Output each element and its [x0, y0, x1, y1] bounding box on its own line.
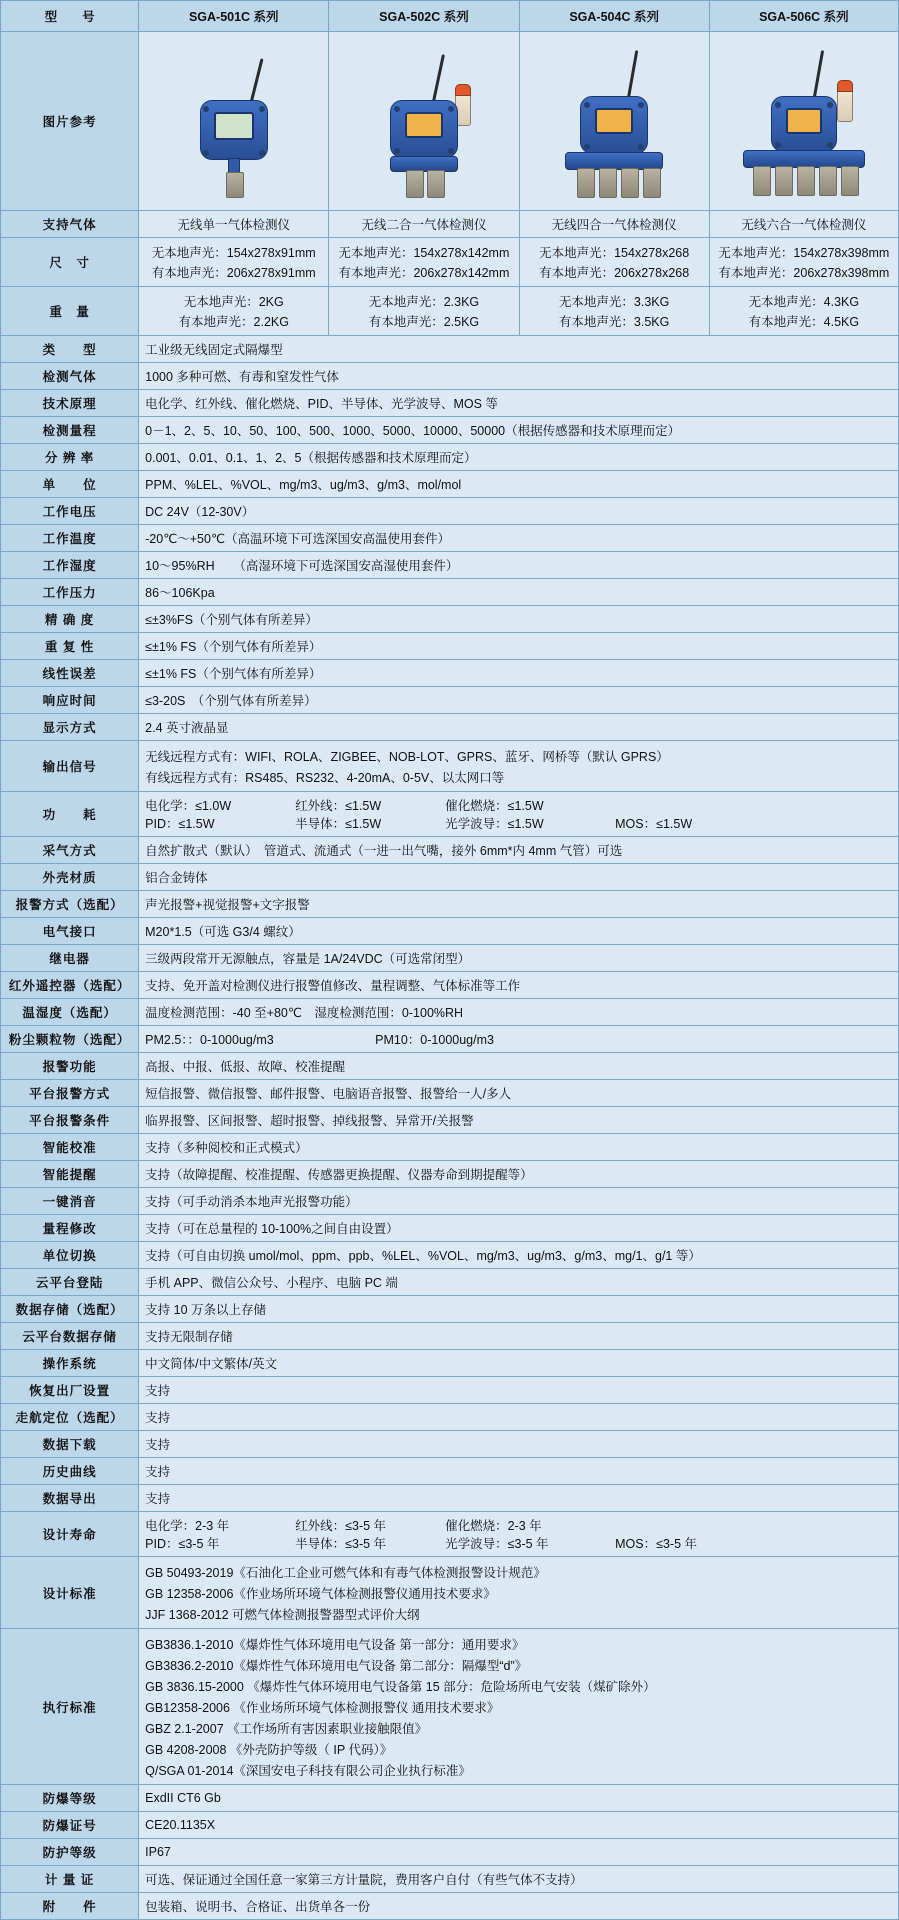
spec-label-smart-reminder: 智能提醒 [1, 1161, 139, 1188]
table-row-os [1, 1350, 899, 1377]
spec-label-smart-calibration: 智能校准 [1, 1134, 139, 1161]
table-row-repeatability [1, 633, 899, 660]
spec-value-history-curve: 支持 [139, 1458, 899, 1485]
table-row-sampling [1, 837, 899, 864]
lifespan-infrared: 红外线：≤3-5 年 [295, 1519, 387, 1533]
model-label: 型 号 [1, 1, 139, 32]
spec-value-unit-switch: 支持（可自由切换 umol/mol、ppm、ppb、%LEL、%VOL、mg/m3、ug/m3、g/m3、mg/1、g/1 等） [139, 1242, 899, 1269]
table-row-detect-gas [1, 363, 899, 390]
spec-label-ex-rating: 防爆等级 [1, 1785, 139, 1812]
spec-label-detect-gas: 检测气体 [1, 363, 139, 390]
table-row-range-modify [1, 1215, 899, 1242]
spec-label-resolution: 分 辨 率 [1, 444, 139, 471]
spec-label-voltage: 工作电压 [1, 498, 139, 525]
weight-504c-line2: 有本地声光：3.5KG [558, 315, 670, 329]
spec-label-display: 显示方式 [1, 714, 139, 741]
exec-standard-value [139, 1629, 899, 1785]
spec-label-cloud-storage: 云平台数据存储 [1, 1323, 139, 1350]
table-row-housing [1, 864, 899, 891]
spec-value-cloud-storage: 支持无限制存储 [139, 1323, 899, 1350]
lifespan-optical: 光学波导：≤3-5 年 [445, 1537, 549, 1551]
model-506c: SGA-506C 系列 [709, 1, 898, 32]
size-501c [139, 238, 329, 287]
weight-502c-line1: 无本地声光：2.3KG [368, 295, 480, 309]
table-row-platform-alarm-mode [1, 1080, 899, 1107]
lifespan-electrochemical: 电化学：2-3 年 [145, 1519, 230, 1533]
power-pid: PID：≤1.5W [145, 817, 215, 831]
spec-value-smart-calibration: 支持（多种阅校和正式模式） [139, 1134, 899, 1161]
support-gas-506c: 无线六合一气体检测仪 [709, 211, 898, 238]
spec-value-ip-rating: IP67 [139, 1839, 899, 1866]
weight-502c-line2: 有本地声光：2.5KG [368, 315, 480, 329]
table-row-lifespan [1, 1512, 899, 1557]
spec-label-unit: 单 位 [1, 471, 139, 498]
size-502c-line2: 有本地声光：206x278x142mm [338, 266, 510, 280]
spec-value-detect-gas: 1000 多种可燃、有毒和窒发性气体 [139, 363, 899, 390]
product-image-502c [329, 32, 519, 211]
spec-value-sampling: 自然扩散式（默认） 管道式、流通式（一进一出气嘴，接外 6mm*内 4mm 气管）可选 [139, 837, 899, 864]
spec-label-accuracy: 精 确 度 [1, 606, 139, 633]
spec-label-linearity: 线性误差 [1, 660, 139, 687]
table-row-alarm-func [1, 1053, 899, 1080]
lifespan-mos: MOS：≤3-5 年 [615, 1537, 698, 1551]
model-501c: SGA-501C 系列 [139, 1, 329, 32]
table-row-relay [1, 945, 899, 972]
spec-label-platform-alarm-cond: 平台报警条件 [1, 1107, 139, 1134]
table-row-ir-remote [1, 972, 899, 999]
model-502c: SGA-502C 系列 [329, 1, 519, 32]
spec-value-os: 中文简体/中文繁体/英文 [139, 1350, 899, 1377]
spec-value-range-modify: 支持（可在总量程的 10-100%之间自由设置） [139, 1215, 899, 1242]
spec-label-ir-remote: 红外遥控器（选配） [1, 972, 139, 999]
design-standard-line-1: GB 50493-2019《石油化工企业可燃气体和有毒气体检测报警设计规范》 [145, 1565, 546, 1580]
spec-label-os: 操作系统 [1, 1350, 139, 1377]
spec-label-electrical-port: 电气接口 [1, 918, 139, 945]
table-row-humidity [1, 552, 899, 579]
spec-label-type: 类 型 [1, 336, 139, 363]
table-row-alarm-mode [1, 891, 899, 918]
dust-value [139, 1026, 899, 1053]
power-row-1 [145, 796, 892, 814]
weight-506c [709, 287, 898, 336]
spec-value-temperature: -20℃～+50℃（高温环境下可选深国安高温使用套件） [139, 525, 899, 552]
spec-label-ip-rating: 防护等级 [1, 1839, 139, 1866]
table-row-principle [1, 390, 899, 417]
table-row-smart-reminder [1, 1161, 899, 1188]
spec-label-relay: 继电器 [1, 945, 139, 972]
spec-value-repeatability: ≤±1% FS（个别气体有所差异） [139, 633, 899, 660]
size-501c-line2: 有本地声光：206x278x91mm [151, 266, 316, 280]
table-row-linearity [1, 660, 899, 687]
spec-value-accessories: 包装箱、说明书、合格证、出货单各一份 [139, 1893, 899, 1920]
spec-value-factory-reset: 支持 [139, 1377, 899, 1404]
lifespan-row-2 [145, 1534, 892, 1552]
spec-value-type: 工业级无线固定式隔爆型 [139, 336, 899, 363]
spec-label-range-modify: 量程修改 [1, 1215, 139, 1242]
table-row-cloud-storage [1, 1323, 899, 1350]
lifespan-pid: PID：≤3-5 年 [145, 1537, 220, 1551]
table-row-gps [1, 1404, 899, 1431]
table-row-accuracy [1, 606, 899, 633]
exec-standard-line-3: GB 3836.15-2000 《爆炸性气体环境用电气设备第 15 部分：危险场所电气安装（煤矿除外） [145, 1679, 656, 1694]
spec-label-cloud-login: 云平台登陆 [1, 1269, 139, 1296]
table-row-support-gas [1, 211, 899, 238]
exec-standard-line-1: GB3836.1-2010《爆炸性气体环境用电气设备 第一部分：通用要求》 [145, 1637, 525, 1652]
detector-illustration-2 [349, 40, 499, 202]
table-row-unit-switch [1, 1242, 899, 1269]
power-electrochemical: 电化学：≤1.0W [145, 799, 232, 813]
spec-label-sampling: 采气方式 [1, 837, 139, 864]
spec-value-unit: PPM、%LEL、%VOL、mg/m3、ug/m3、g/m3、mol/mol [139, 471, 899, 498]
spec-label-data-export: 数据导出 [1, 1485, 139, 1512]
size-504c [519, 238, 709, 287]
size-504c-line1: 无本地声光：154x278x268 [539, 246, 690, 260]
table-row-unit [1, 471, 899, 498]
size-504c-line2: 有本地声光：206x278x268 [539, 266, 690, 280]
size-502c-line1: 无本地声光：154x278x142mm [338, 246, 510, 260]
weight-label: 重 量 [1, 287, 139, 336]
table-row-weight [1, 287, 899, 336]
power-value [139, 792, 899, 837]
table-row-response-time [1, 687, 899, 714]
exec-standard-line-5: GBZ 2.1-2007 《工作场所有害因素职业接触限值》 [145, 1721, 428, 1736]
dust-pm25: PM2.5：：0-1000ug/m3 [145, 1033, 274, 1047]
spec-value-ex-cert: CE20.1135X [139, 1812, 899, 1839]
exec-standard-line-6: GB 4208-2008 《外壳防护等级（ IP 代码）》 [145, 1742, 393, 1757]
table-row-size [1, 238, 899, 287]
lifespan-semiconductor: 半导体：≤3-5 年 [295, 1537, 387, 1551]
spec-value-data-download: 支持 [139, 1431, 899, 1458]
spec-label-factory-reset: 恢复出厂设置 [1, 1377, 139, 1404]
spec-value-voltage: DC 24V（12-30V） [139, 498, 899, 525]
weight-506c-line1: 无本地声光：4.3KG [748, 295, 860, 309]
lifespan-row-1 [145, 1516, 892, 1534]
output-signal-value [139, 741, 899, 792]
table-row-type [1, 336, 899, 363]
spec-value-range: 0－1、2、5、10、50、100、500、1000、5000、10000、50000（根据传感器和技术原理而定） [139, 417, 899, 444]
spec-label-data-storage: 数据存储（选配） [1, 1296, 139, 1323]
spec-value-housing: 铝合金铸体 [139, 864, 899, 891]
spec-value-metrology-cert: 可选、保证通过全国任意一家第三方计量院，费用客户自付（有些气体不支持） [139, 1866, 899, 1893]
power-catalytic: 催化燃烧：≤1.5W [445, 799, 544, 813]
weight-501c-line1: 无本地声光：2KG [183, 295, 284, 309]
spec-label-unit-switch: 单位切换 [1, 1242, 139, 1269]
power-row-2 [145, 814, 892, 832]
spec-value-relay: 三级两段常开无源触点，容量是 1A/24VDC（可选常闭型） [139, 945, 899, 972]
table-row-platform-alarm-cond [1, 1107, 899, 1134]
table-row-smart-calibration [1, 1134, 899, 1161]
design-standard-label: 设计标准 [1, 1557, 139, 1629]
weight-501c-line2: 有本地声光：2.2KG [178, 315, 289, 329]
size-506c-line2: 有本地声光：206x278x398mm [718, 266, 890, 280]
spec-value-principle: 电化学、红外线、催化燃烧、PID、半导体、光学波导、MOS 等 [139, 390, 899, 417]
table-row-data-export [1, 1485, 899, 1512]
size-label: 尺 寸 [1, 238, 139, 287]
spec-value-platform-alarm-cond: 临界报警、区间报警、超时报警、掉线报警、异常开/关报警 [139, 1107, 899, 1134]
spec-value-platform-alarm-mode: 短信报警、微信报警、邮件报警、电脑语音报警、报警给一人/多人 [139, 1080, 899, 1107]
dust-row [145, 1030, 892, 1048]
weight-504c-line1: 无本地声光：3.3KG [558, 295, 670, 309]
spec-label-accessories: 附 件 [1, 1893, 139, 1920]
size-506c-line1: 无本地声光：154x278x398mm [718, 246, 890, 260]
design-standard-value [139, 1557, 899, 1629]
power-mos: MOS：≤1.5W [615, 817, 693, 831]
power-optical: 光学波导：≤1.5W [445, 817, 544, 831]
spec-value-temp-humidity-option: 温度检测范围：-40 至+80℃ 湿度检测范围：0-100%RH [139, 999, 899, 1026]
table-row-pressure [1, 579, 899, 606]
spec-value-alarm-func: 高报、中报、低报、故障、校准提醒 [139, 1053, 899, 1080]
spec-value-cloud-login: 手机 APP、微信公众号、小程序、电脑 PC 端 [139, 1269, 899, 1296]
spec-label-repeatability: 重 复 性 [1, 633, 139, 660]
table-row-exec-standard [1, 1629, 899, 1785]
power-semiconductor: 半导体：≤1.5W [295, 817, 382, 831]
table-row-power [1, 792, 899, 837]
table-row-history-curve [1, 1458, 899, 1485]
size-506c [709, 238, 898, 287]
lifespan-label: 设计寿命 [1, 1512, 139, 1557]
dust-pm10: PM10：0-1000ug/m3 [375, 1033, 494, 1047]
design-standard-line-3: JJF 1368-2012 可燃气体检测报警器型式评价大纲 [145, 1607, 420, 1622]
weight-506c-line2: 有本地声光：4.5KG [748, 315, 860, 329]
spec-value-linearity: ≤±1% FS（个别气体有所差异） [139, 660, 899, 687]
output-signal-line2: 有线远程方式有：RS485、RS232、4-20mA、0-5V、以太网口等 [145, 770, 505, 785]
spec-value-data-export: 支持 [139, 1485, 899, 1512]
weight-502c [329, 287, 519, 336]
exec-standard-line-4: GB12358-2006 《作业场所环境气体检测报警仪 通用技术要求》 [145, 1700, 500, 1715]
spec-value-mute: 支持（可手动消杀本地声光报警功能） [139, 1188, 899, 1215]
table-row-temp-humidity-option [1, 999, 899, 1026]
spec-value-ex-rating: ExdII CT6 Gb [139, 1785, 899, 1812]
product-image-504c [519, 32, 709, 211]
output-signal-label: 输出信号 [1, 741, 139, 792]
support-gas-501c: 无线单一气体检测仪 [139, 211, 329, 238]
table-row-display [1, 714, 899, 741]
dust-label: 粉尘颗粒物（选配） [1, 1026, 139, 1053]
size-501c-line1: 无本地声光：154x278x91mm [151, 246, 316, 260]
power-infrared: 红外线：≤1.5W [295, 799, 382, 813]
power-label: 功 耗 [1, 792, 139, 837]
design-standard-line-2: GB 12358-2006《作业场所环境气体检测报警仪通用技术要求》 [145, 1586, 496, 1601]
spec-label-range: 检测量程 [1, 417, 139, 444]
table-row-data-storage [1, 1296, 899, 1323]
lifespan-value [139, 1512, 899, 1557]
output-signal-line1: 无线远程方式有：WIFI、ROLA、ZIGBEE、NOB-LOT、GPRS、蓝牙、网桥等（默认 GPRS） [145, 749, 669, 764]
table-row-model [1, 1, 899, 32]
spec-value-humidity: 10～95%RH （高湿环境下可选深国安高湿使用套件） [139, 552, 899, 579]
spec-value-resolution: 0.001、0.01、0.1、1、2、5（根据传感器和技术原理而定） [139, 444, 899, 471]
table-row-output-signal [1, 741, 899, 792]
spec-value-display: 2.4 英寸液晶显 [139, 714, 899, 741]
table-row-data-download [1, 1431, 899, 1458]
table-row-metrology-cert [1, 1866, 899, 1893]
spec-value-pressure: 86～106Kpa [139, 579, 899, 606]
spec-label-alarm-mode: 报警方式（选配） [1, 891, 139, 918]
spec-value-electrical-port: M20*1.5（可选 G3/4 螺纹） [139, 918, 899, 945]
exec-standard-line-7: Q/SGA 01-2014《深国安电子科技有限公司企业执行标准》 [145, 1763, 471, 1778]
spec-label-ex-cert: 防爆证号 [1, 1812, 139, 1839]
image-ref-label: 图片参考 [1, 32, 139, 211]
spec-label-housing: 外壳材质 [1, 864, 139, 891]
table-row-range [1, 417, 899, 444]
support-gas-502c: 无线二合一气体检测仪 [329, 211, 519, 238]
spec-label-metrology-cert: 计 量 证 [1, 1866, 139, 1893]
size-502c [329, 238, 519, 287]
table-row-ex-cert [1, 1812, 899, 1839]
table-row-electrical-port [1, 918, 899, 945]
lifespan-catalytic: 催化燃烧：2-3 年 [445, 1519, 542, 1533]
table-row-ip-rating [1, 1839, 899, 1866]
spec-label-temperature: 工作温度 [1, 525, 139, 552]
table-row-dust [1, 1026, 899, 1053]
spec-label-temp-humidity-option: 温湿度（选配） [1, 999, 139, 1026]
table-row-images [1, 32, 899, 211]
table-row-ex-rating [1, 1785, 899, 1812]
spec-value-gps: 支持 [139, 1404, 899, 1431]
detector-illustration-1 [159, 40, 309, 202]
spec-value-alarm-mode: 声光报警+视觉报警+文字报警 [139, 891, 899, 918]
spec-label-history-curve: 历史曲线 [1, 1458, 139, 1485]
spec-value-response-time: ≤3-20S （个别气体有所差异） [139, 687, 899, 714]
weight-504c [519, 287, 709, 336]
spec-value-data-storage: 支持 10 万条以上存储 [139, 1296, 899, 1323]
exec-standard-line-2: GB3836.2-2010《爆炸性气体环境用电气设备 第二部分：隔爆型“d”》 [145, 1658, 528, 1673]
table-row-cloud-login [1, 1269, 899, 1296]
spec-label-pressure: 工作压力 [1, 579, 139, 606]
spec-label-response-time: 响应时间 [1, 687, 139, 714]
spec-label-gps: 走航定位（选配） [1, 1404, 139, 1431]
table-row-accessories [1, 1893, 899, 1920]
spec-label-mute: 一键消音 [1, 1188, 139, 1215]
support-gas-label: 支持气体 [1, 211, 139, 238]
support-gas-504c: 无线四合一气体检测仪 [519, 211, 709, 238]
table-row-resolution [1, 444, 899, 471]
weight-501c [139, 287, 329, 336]
spec-label-platform-alarm-mode: 平台报警方式 [1, 1080, 139, 1107]
spec-value-ir-remote: 支持、免开盖对检测仪进行报警值修改、量程调整、气体标准等工作 [139, 972, 899, 999]
product-image-506c [709, 32, 898, 211]
spec-value-smart-reminder: 支持（故障提醒、校准提醒、传感器更换提醒、仪器寿命到期提醒等） [139, 1161, 899, 1188]
spec-label-humidity: 工作湿度 [1, 552, 139, 579]
spec-label-alarm-func: 报警功能 [1, 1053, 139, 1080]
spec-value-accuracy: ≤±3%FS（个别气体有所差异） [139, 606, 899, 633]
model-504c: SGA-504C 系列 [519, 1, 709, 32]
spec-label-principle: 技术原理 [1, 390, 139, 417]
table-row-design-standard [1, 1557, 899, 1629]
table-row-mute [1, 1188, 899, 1215]
detector-illustration-4 [539, 40, 689, 202]
table-row-voltage [1, 498, 899, 525]
exec-standard-label: 执行标准 [1, 1629, 139, 1785]
detector-illustration-6 [729, 40, 879, 202]
spec-label-data-download: 数据下载 [1, 1431, 139, 1458]
table-row-temperature [1, 525, 899, 552]
table-row-factory-reset [1, 1377, 899, 1404]
product-image-501c [139, 32, 329, 211]
